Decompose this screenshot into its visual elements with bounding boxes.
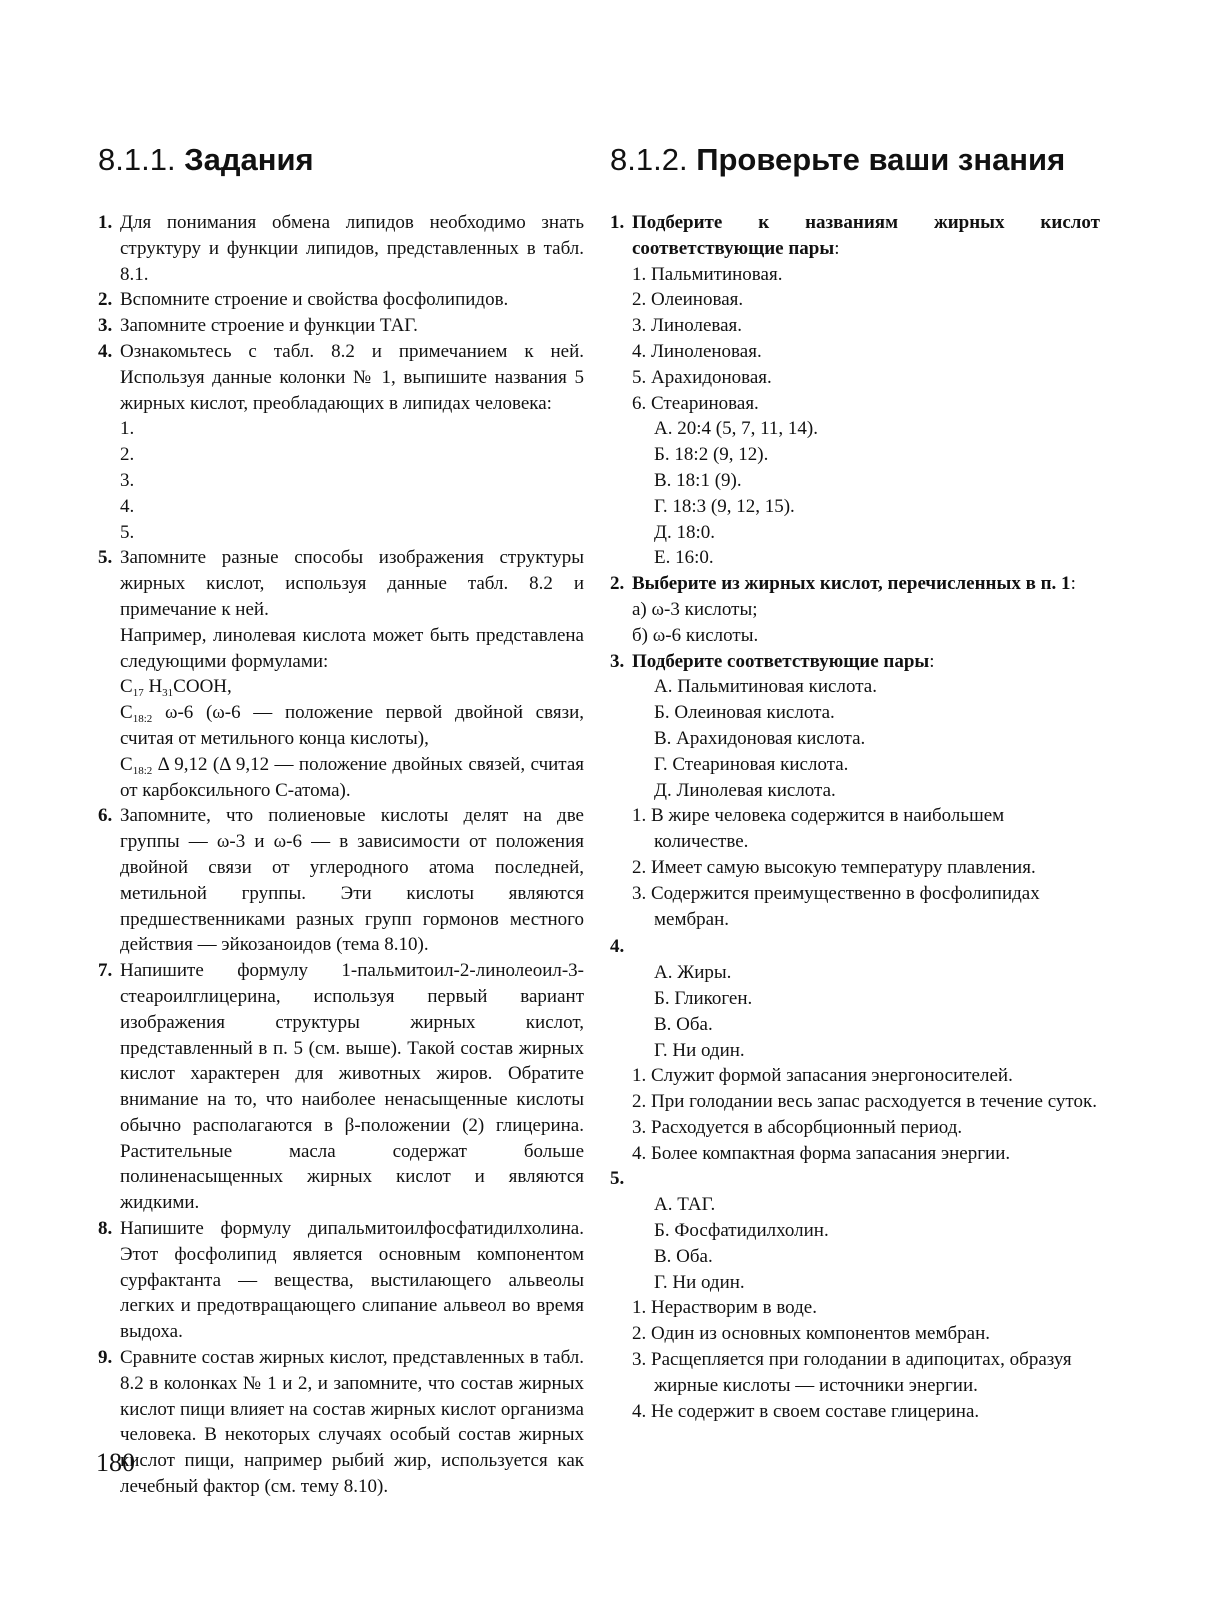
answer-option: Е. 16:0. — [654, 547, 714, 569]
quiz-heading: 8.1.2. Проверьте ваши знания — [610, 142, 1066, 177]
question-4: 4. — [610, 936, 625, 958]
answer-option: Б. Гликоген. — [654, 987, 753, 1009]
answer-option: Д. 18:0. — [654, 521, 715, 543]
list-item: 1. Служит формой запасания энергоносителей. — [632, 1065, 1013, 1087]
list-item: 3. Расщепляется при голодании в адипоцитах, образуя жирные кислоты — источники энергии. — [632, 1349, 1072, 1396]
list-item: 4. Более компактная форма запасания энергии. — [632, 1142, 1011, 1164]
answer-option: Д. Линолевая кислота. — [654, 779, 836, 801]
list-item: 4. Не содержит в своем составе глицерина. — [632, 1400, 980, 1422]
list-item: б) ω-6 кислоты. — [632, 624, 759, 646]
question-1: 1. Подберите к названиям жирных кислот соответствующие пары: — [610, 212, 1100, 259]
list-item: 2. Имеет самую высокую температуру плавления. — [632, 856, 1036, 878]
tasks-heading: 8.1.1. Задания — [98, 142, 314, 177]
answer-option: В. Оба. — [654, 1245, 713, 1267]
list-item: 5. Арахидоновая. — [632, 366, 772, 388]
answer-option: В. 18:1 (9). — [654, 469, 742, 491]
task-item: 4. Ознакомьтесь с табл. 8.2 и примечанием к ней. Используя данные колонки № 1, выпишите названия 5 жирных кислот, преобладающих в липидах человека: 1. 2. 3. 4. 5. — [98, 339, 584, 545]
question-5: 5. — [610, 1168, 625, 1190]
blank-line: 2. — [120, 444, 135, 466]
list-item: 1. Нерастворим в воде. — [632, 1297, 817, 1319]
list-item: 1. В жире человека содержится в наибольшем количестве. — [632, 805, 1005, 853]
answer-option: В. Арахидоновая кислота. — [654, 727, 866, 749]
list-item: а) ω-3 кислоты; — [632, 598, 758, 620]
task-item: 5. Запомните разные способы изображения структуры жирных кислот, используя данные табл. 8.2 и примечание к ней. Например, линолевая кислота может быть представлена следующими формулами: $C_{17}$ $H_{31}COOH$, $C_{18:2}$ ω-6 (ω-6 — положение первой двойной связи, считая от метильного конца кислоты), $C_{18:2}$ Δ 9,12 (Δ 9,12 — положение двойных связей, считая от карбоксильного С-атома). — [98, 545, 584, 803]
answer-option: Б. Олеиновая кислота. — [654, 702, 835, 724]
answer-option: Г. Стеариновая кислота. — [654, 753, 849, 775]
blank-line: 3. — [120, 469, 135, 491]
answer-option: В. Оба. — [654, 1013, 713, 1035]
question-3: 3. Подберите соответствующие пары: — [610, 650, 935, 672]
list-item: 3. Линолевая. — [632, 315, 743, 337]
answer-option: Б. Фосфатидилхолин. — [654, 1220, 829, 1242]
list-item: 4. Линоленовая. — [632, 340, 762, 362]
answer-option: Г. Ни один. — [654, 1271, 745, 1293]
list-item: 2. Олеиновая. — [632, 289, 744, 311]
task-item: 3. Запомните строение и функции ТАГ. — [98, 315, 418, 337]
tasks-column — [98, 140, 584, 1500]
task-item: 1. Для понимания обмена липидов необходимо знать структуру и функции липидов, представленных в табл. 8.1. — [98, 212, 584, 285]
formula-1: $C_{17}$ $H_{31}COOH$, — [120, 676, 232, 700]
page-number: 180 — [96, 1448, 135, 1477]
answer-option: А. 20:4 (5, 7, 11, 14). — [654, 418, 818, 440]
list-item: 1. Пальмитиновая. — [632, 263, 783, 285]
blank-line: 4. — [120, 495, 135, 517]
list-item: 3. Содержится преимущественно в фосфолипидах мембран. — [632, 882, 1040, 930]
question-2: 2. Выберите из жирных кислот, перечисленных в п. 1: — [610, 573, 1076, 595]
formula-3: $C_{18:2}$ Δ 9,12 (Δ 9,12 — положение двойных связей, считая от карбоксильного С-атома). — [120, 753, 584, 801]
task-item: 2. Вспомните строение и свойства фосфолипидов. — [98, 289, 509, 311]
list-item: 6. Стеариновая. — [632, 392, 759, 414]
task-item: 9. Сравните состав жирных кислот, представленных в табл. 8.2 в колонках № 1 и 2, и запомните, что состав жирных кислот пищи влияет на состав жирных кислот организма человека. В некоторых случаях особый состав жирных кислот пищи, например рыбий жир, используется как лечебный фактор (см. тему 8.10). — [98, 1347, 584, 1498]
quiz-column — [610, 140, 1100, 1424]
answer-option: Г. Ни один. — [654, 1039, 745, 1061]
example-text: Например, линолевая кислота может быть представлена следующими формулами: — [120, 624, 584, 672]
task-item: 8. Напишите формулу дипальмитоилфосфатидилхолина. Этот фосфолипид является основным компонентом сурфактанта — вещества, выстилающего альвеолы легких и предотвращающего слипание альвеол во время выдоха. — [98, 1218, 584, 1343]
list-item: 3. Расходуется в абсорбционный период. — [632, 1116, 963, 1138]
answer-option: А. Пальмитиновая кислота. — [654, 676, 877, 698]
list-item: 2. Один из основных компонентов мембран. — [632, 1323, 991, 1345]
answer-option: Б. 18:2 (9, 12). — [654, 444, 769, 466]
task-item: 7. Напишите формулу 1-пальмитоил-2-линолеоил-3-стеароилглицерина, используя первый вариант изображения структуры жирных кислот, представленный в п. 5 (см. выше). Такой состав жирных кислот характерен для животных жиров. Обратите внимание на то, что наиболее ненасыщенные кислоты обычно располагаются в β-положении (2) глицерина. Растительные масла содержат больше полиненасыщенных жирных кислот и являются жидкими. — [98, 960, 584, 1214]
answer-option: Г. 18:3 (9, 12, 15). — [654, 495, 795, 517]
blank-line: 1. — [120, 418, 135, 440]
answer-option: А. Жиры. — [654, 962, 732, 984]
blank-line: 5. — [120, 521, 135, 543]
task-item: 6. Запомните, что полиеновые кислоты делят на две группы — ω-3 и ω-6 — в зависимости от положения двойной связи от углеродного атома последней, метильной группы. Эти кислоты являются предшественниками разных групп гормонов местного действия — эйкозаноидов (тема 8.10). — [98, 805, 584, 956]
formula-2: $C_{18:2}$ ω-6 (ω-6 — положение первой двойной связи, считая от метильного конца кислоты), — [120, 702, 584, 749]
answer-option: А. ТАГ. — [654, 1194, 716, 1216]
list-item: 2. При голодании весь запас расходуется в течение суток. — [632, 1091, 1097, 1113]
